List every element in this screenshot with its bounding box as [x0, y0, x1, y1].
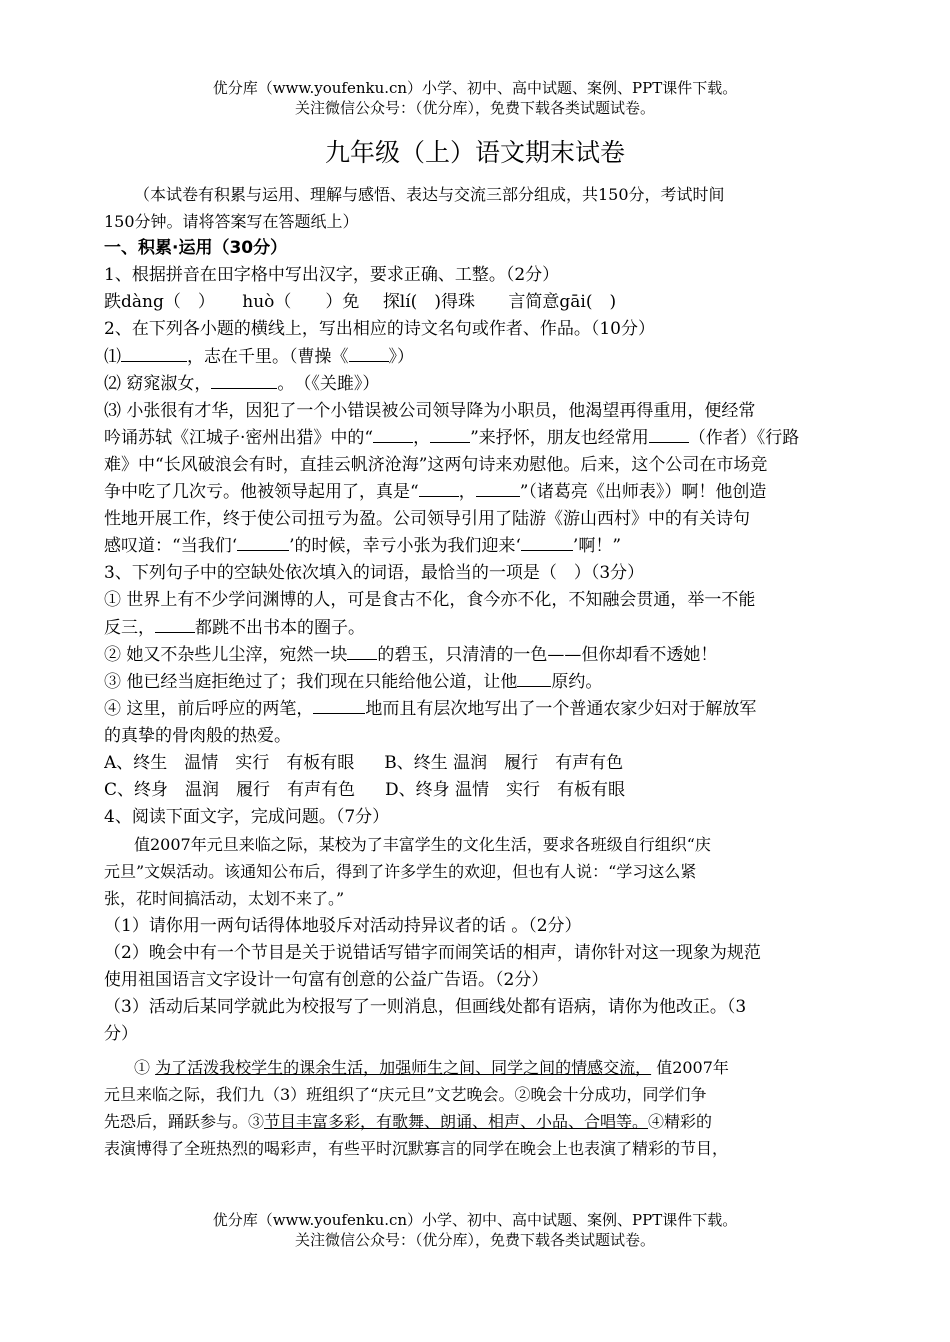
exam-body: [104, 181, 852, 1162]
question-2-item-1: ⑴ ，志在千里。（曹操《 》）: [104, 346, 414, 367]
answer-blank: [121, 345, 187, 362]
answer-blank: [313, 697, 365, 714]
pinyin-item: 探lí( )得珠: [382, 292, 475, 313]
answer-blank: [521, 534, 573, 551]
question-4-passage-line-2: 元旦”文娱活动。该通知公布后，得到了许多学生的欢迎，但也有人说：“学习这么紧: [104, 862, 697, 882]
news-line-2: 元旦来临之际，我们九（3）班组织了“庆元旦”文艺晚会。②晚会十分成功，同学们争: [104, 1085, 707, 1105]
exam-title: 九年级（上）语文期末试卷: [324, 138, 625, 167]
answer-blank: [155, 616, 195, 633]
intro-line-1: （本试卷有积累与运用、理解与感悟、表达与交流三部分组成，共150分，考试时间: [134, 185, 725, 204]
question-1-stem: 1、根据拼音在田字格中写出汉字，要求正确、工整。（2分）: [104, 265, 560, 286]
option-a: A、终生 温情 实行 有板有眼: [104, 752, 355, 773]
question-4-sub-2-line-1: （2）晚会中有一个节目是关于说错话写错字而闹笑话的相声，请你针对这一现象为规范: [104, 942, 761, 963]
question-4-passage-line-1: 值2007年元旦来临之际，某校为了丰富学生的文化生活，要求各班级自行组织“庆: [134, 835, 711, 855]
question-3-sentence-1-line-1: ① 世界上有不少学问渊博的人，可是食古不化，食今亦不化，不知融会贯通，举一不能: [104, 590, 756, 611]
page-footer-line-1: 优分库（www.youfenku.cn）小学、初中、高中试题、案例、PPT课件下载。: [212, 1211, 738, 1229]
page-footer-line-2: 关注微信公众号：（优分库），免费下载各类试题试卷。: [294, 1231, 655, 1249]
news-line-4: 表演博得了全班热烈的喝彩声，有些平时沉默寡言的同学在晚会上也表演了精彩的节目，: [104, 1139, 729, 1159]
option-d: D、终身 温情 实行 有板有眼: [385, 780, 626, 801]
question-4-passage-line-3: 张，花时间搞活动，太划不来了。”: [104, 889, 345, 909]
answer-blank: [347, 643, 377, 660]
page-header-line-2: 关注微信公众号：（优分库），免费下载各类试题试卷。: [294, 99, 655, 117]
pinyin-item: 跌dàng（ ）: [104, 292, 215, 313]
answer-blank: [349, 345, 389, 362]
pinyin-item: 言简意gāi( ): [508, 292, 617, 313]
question-1-items: [104, 289, 852, 316]
question-3-sentence-2: ② 她又不杂些儿尘滓，宛然一块 的碧玉，只清清的一色——但你却看不透她！: [104, 644, 718, 665]
question-4-sub-2-line-2: 使用祖国语言文字设计一句富有创意的公益广告语。（2分）: [104, 969, 549, 990]
question-3-options-cd: [104, 777, 852, 804]
pinyin-item: huò（ ）免: [242, 292, 360, 313]
option-c: C、终身 温润 履行 有声有色: [104, 780, 356, 801]
news-line-3: 先恐后，踊跃参与。③节目丰富多彩，有歌舞、朗诵、相声、小品、合唱等。④精彩的: [104, 1112, 713, 1132]
answer-blank: [649, 426, 689, 443]
answer-blank: [476, 480, 520, 497]
section-heading: 一、积累·运用（30分）: [104, 238, 288, 259]
answer-blank: [373, 426, 413, 443]
question-2-item-3-line-2: 吟诵苏轼《江城子·密州出猎》中的“ ， ”来抒怀，朋友也经常用 （作者）《行路: [104, 427, 800, 448]
question-3-options-ab: [104, 750, 852, 777]
question-2-item-3-line-6: 感叹道：“当我们‘ ’的时候，幸亏小张为我们迎来‘ ’啊！”: [104, 536, 622, 557]
question-4-sub-3-line-2: 分）: [104, 1023, 138, 1044]
question-2-item-3-line-3: 难》中“长风破浪会有时，直挂云帆济沧海”这两句诗来劝慰他。后来，这个公司在市场竞: [104, 454, 768, 475]
question-3-sentence-4-line-2: 的真挚的骨肉般的热爱。: [104, 725, 291, 746]
question-4-sub-3-line-1: （3）活动后某同学就此为校报写了一则消息，但画线处都有语病，请你为他改正。（3: [104, 996, 747, 1017]
question-3-sentence-1-line-2: 反三， 都跳不出书本的圈子。: [104, 617, 365, 638]
question-2-item-2: ⑵ 窈窕淑女， 。 （《关雎》）: [104, 373, 380, 394]
option-b: B、终生 温润 履行 有声有色: [384, 752, 624, 773]
answer-blank: [517, 670, 551, 687]
question-4-stem: 4、阅读下面文字，完成问题。（7分）: [104, 807, 390, 828]
underlined-error: 节目丰富多彩，有歌舞、朗诵、相声、小品、合唱等。: [264, 1112, 649, 1132]
question-3-stem: 3、下列句子中的空缺处依次填入的词语，最恰当的一项是（ ）（3分）: [104, 563, 645, 584]
underlined-error: 为了活泼我校学生的课余生活，加强师生之间、同学之间的情感交流，: [155, 1058, 652, 1077]
question-2-item-3-line-4: 争中吃了几次亏。他被领导起用了，真是“ ， ”（诸葛亮《出师表》）啊！他创造: [104, 482, 767, 503]
answer-blank: [237, 534, 289, 551]
news-line-1: ① 为了活泼我校学生的课余生活，加强师生之间、同学之间的情感交流， 值2007年: [134, 1058, 729, 1077]
page-header-line-1: 优分库（www.youfenku.cn）小学、初中、高中试题、案例、PPT课件下载。: [212, 79, 738, 97]
question-2-stem: 2、在下列各小题的横线上，写出相应的诗文名句或作者、作品。（10分）: [104, 319, 655, 340]
answer-blank: [430, 426, 470, 443]
question-4-sub-1: （1）请你用一两句话得体地驳斥对活动持异议者的话 。（2分）: [104, 915, 582, 936]
question-2-item-3-line-5: 性地开展工作，终于使公司扭亏为盈。公司领导引用了陆游《游山西村》中的有关诗句: [104, 509, 750, 530]
question-3-sentence-4-line-1: ④ 这里，前后呼应的两笔， 地而且有层次地写出了一个普通农家少妇对于解放军: [104, 698, 757, 719]
question-3-sentence-3: ③ 他已经当庭拒绝过了；我们现在只能给他公道，让他 原约。: [104, 671, 603, 692]
question-2-item-3-line-1: ⑶ 小张很有才华，因犯了一个小错误被公司领导降为小职员，他渴望再得重用，便经常: [104, 400, 756, 421]
intro-line-2: 150分钟。请将答案写在答题纸上）: [104, 212, 359, 232]
answer-blank: [419, 480, 459, 497]
answer-blank: [211, 372, 277, 389]
